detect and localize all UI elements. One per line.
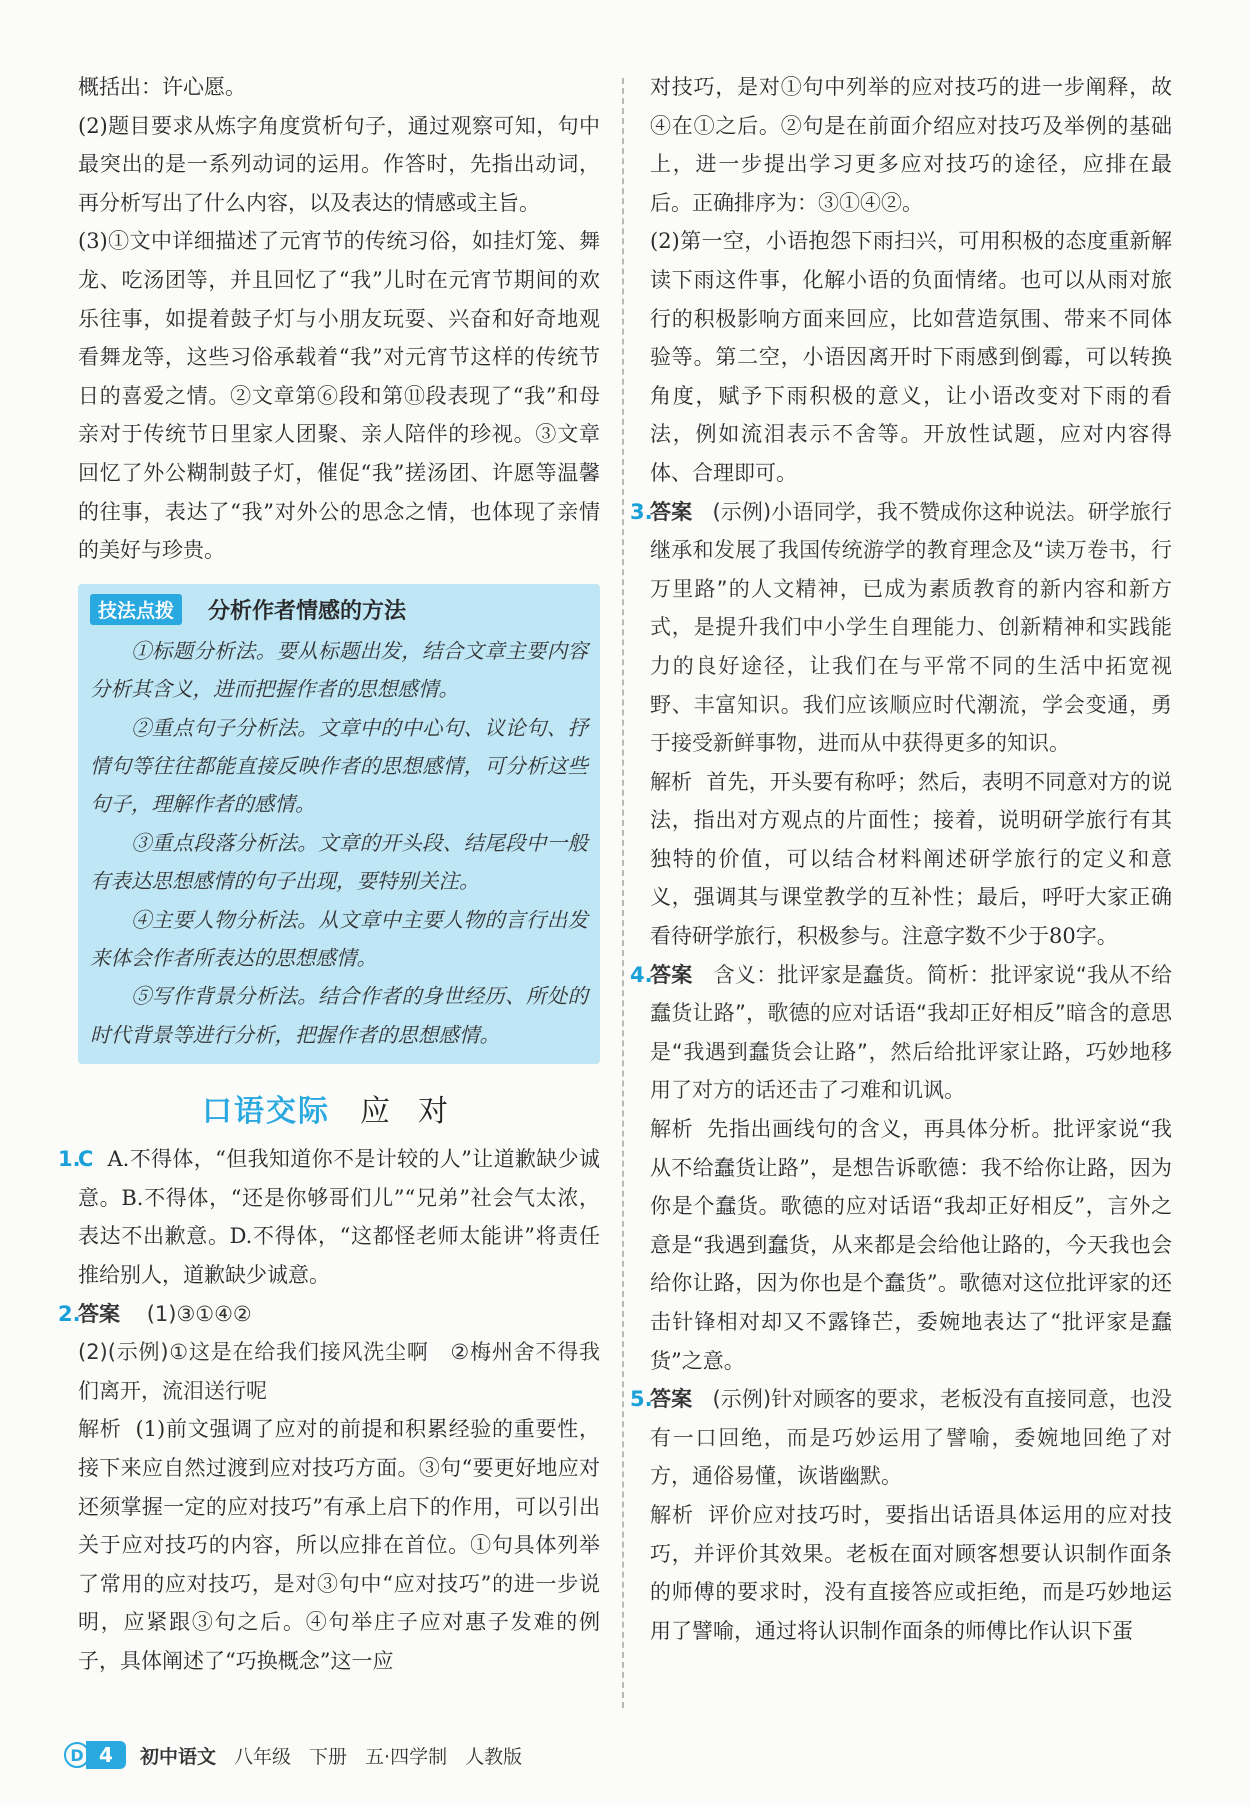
tip-item: ③重点段落分析法。文章的开头段、结尾段中一般有表达思想感情的句子出现，要特别关注。 [90,830,588,894]
question-answer: C [78,1147,94,1172]
answer-text: (示例)针对顾客的要求，老板没有直接同意，也没有一口回绝，而是巧妙运用了譬喻，委婉地回绝了对方，通俗易懂，诙谐幽默。 [650,1387,1173,1489]
analysis-text: 先指出画线句的含义，再具体分析。批评家说“我从不给蠢货让路”，是想告诉歌德：我不给你让路，因为你是个蠢货。歌德的应对话语“我却正好相反”，言外之意是“我遇到蠢货，从来都是会给他让路的，今天我也会给你让路，因为你也是个蠢货”。歌德对这位批评家的还击针锋相对却又不露锋芒，委婉地表达了“批评家是蠢货”之意。 [650,1117,1173,1373]
section-title-main: 口语交际 [202,1094,330,1130]
left-paragraph-2: (2)题目要求从炼字角度赏析句子，通过观察可知，句中最突出的是一系列动词的运用。作答时，先指出动词，再分析写出了什么内容，以及表达的情感或主旨。 [78,113,600,215]
page-footer [64,1738,540,1772]
tip-label: 技法点拨 [90,594,182,625]
question-5 [630,1380,1173,1650]
answer-tag: 答案 [650,499,693,524]
analysis-text: (1)前文强调了应对的前提和积累经验的重要性，接下来应自然过渡到应对技巧方面。③句“要更好地应对还须掌握一定的应对技巧”有承上启下的作用，可以引出关于应对技巧的内容，所以应排在首位。①句具体列举了常用的应对技巧，是对③句中“应对技巧”的进一步说明，应紧跟③句之后。④句举庄子应对惠子发难的例子，具体阐述了“巧换概念”这一应 [78,1417,601,1673]
tip-item: ②重点句子分析法。文章中的中心句、议论句、抒情句等往往都能直接反映作者的思想感情，可分析这些句子，理解作者的感情。 [90,715,588,817]
answer-tag: 答案 [650,1387,693,1412]
tip-title: 分析作者情感的方法 [208,599,407,625]
question-1 [58,1140,601,1294]
analysis-text: 评价应对技巧时，要指出话语具体运用的应对技巧，并评价其效果。老板在面对顾客想要认识制作面条的师傅的要求时，没有直接答应或拒绝，而是巧妙地运用了譬喻，通过将认识制作面条的师傅比作认识下蛋 [650,1502,1173,1643]
left-column [58,68,601,1681]
question-3 [630,493,1173,956]
answer-text: (示例)小语同学，我不赞成你这种说法。研学旅行继承和发展了我国传统游学的教育理念及“读万卷书，行万里路”的人文精神，已成为素质教育的新内容和新方式，是提升我们中小学生自理能力、创新精神和实践能力的良好途径，让我们在与平常不同的生活中拓宽视野、丰富知识。我们应该顺应时代潮流，学会变通，勇于接受新鲜事物，进而从中获得更多的知识。 [650,499,1173,756]
footer-grade: 八年级 [234,1745,292,1768]
answer-part-2: (2)(示例)①这是在给我们接风洗尘啊 ②梅州舍不得我们离开，流泪送行呢 [78,1340,600,1403]
footer-badge: D [64,1742,90,1768]
answer-text: 含义：批评家是蠢货。简析：批评家说“我从不给蠢货让路”，歌德的应对话语“我却正好相反”暗含的意思是“我遇到蠢货会让路”，然后给批评家让路，巧妙地移用了对方的话还击了刁难和讥讽。 [650,962,1172,1103]
footer-system: 五·四学制 [365,1745,448,1768]
analysis-tag: 解析 [78,1417,122,1442]
footer-volume: 下册 [309,1745,348,1768]
answer-part-1: (1)③①④② [146,1301,252,1326]
section-title [78,1086,600,1130]
answer-tag: 答案 [650,962,693,987]
right-paragraph-1: 对技巧，是对①句中列举的应对技巧的进一步阐释，故④在①之后。②句是在前面介绍应对技巧及举例的基础上，进一步提出学习更多应对技巧的途径，应排在最后。正确排序为：③①④②。 [650,75,1172,215]
footer-edition: 人教版 [465,1745,523,1768]
left-paragraph-1: 概括出：许心愿。 [78,75,246,99]
question-number: 1. [58,1147,81,1172]
tip-item: ⑤写作背景分析法。结合作者的身世经历、所处的时代背景等进行分析，把握作者的思想感情。 [90,984,588,1047]
analysis-text: 首先，开头要有称呼；然后，表明不同意对方的说法，指出对方观点的片面性；接着，说明研学旅行有其独特的价值，可以结合材料阐述研学旅行的定义和意义，强调其与课堂教学的互补性；最后，呼吁大家正确看待研学旅行，积极参与。注意字数不少于80字。 [650,769,1173,949]
page-number: 4 [86,1741,126,1769]
tip-item: ①标题分析法。要从标题出发，结合文章主要内容分析其含义，进而把握作者的思想感情。 [90,638,588,702]
section-title-sub: 应对 [360,1094,476,1130]
question-4 [630,956,1173,1381]
analysis-tag: 解析 [650,769,693,794]
tip-header [90,590,588,630]
right-column [630,68,1173,1650]
right-paragraph-2: (2)第一空，小语抱怨下雨扫兴，可用积极的态度重新解读下雨这件事，化解小语的负面情绪。也可以从雨对旅行的积极影响方面来回应，比如营造氛围、带来不同体验等。第二空，小语因离开时下雨感到倒霉，可以转换角度，赋予下雨积极的意义，让小语改变对下雨的看法，例如流泪表示不舍等。开放性试题，应对内容得体、合理即可。 [650,229,1172,485]
question-number: 4. [630,962,653,987]
question-number: 3. [630,499,653,524]
tip-item: ④主要人物分析法。从文章中主要人物的言行出发来体会作者所表达的思想感情。 [90,907,588,970]
column-divider [622,78,624,1708]
question-2 [58,1295,601,1681]
left-paragraph-3: (3)①文中详细描述了元宵节的传统习俗，如挂灯笼、舞龙、吃汤团等，并且回忆了“我”儿时在元宵节期间的欢乐往事，如提着鼓子灯与小朋友玩耍、兴奋和好奇地观看舞龙等，这些习俗承载着“我”对元宵节这样的传统节日的喜爱之情。②文章第⑥段和第⑪段表现了“我”和母亲对于传统节日里家人团聚、亲人陪伴的珍视。③文章回忆了外公糊制鼓子灯，催促“我”搓汤团、许愿等温馨的往事，表达了“我”对外公的思念之情，也体现了亲情的美好与珍贵。 [78,229,600,563]
answer-tag: 答案 [78,1301,120,1326]
analysis-tag: 解析 [650,1502,695,1527]
technique-tip-box [78,584,600,1064]
question-explanation: A.不得体，“但我知道你不是计较的人”让道歉缺少诚意。B.不得体，“还是你够哥们儿”“兄弟”社会气太浓，表达不出歉意。D.不得体，“这都怪老师太能讲”将责任推给别人，道歉缺少诚意。 [78,1147,601,1287]
analysis-tag: 解析 [650,1117,694,1142]
question-number: 2. [58,1301,81,1326]
footer-subject: 初中语文 [140,1745,217,1768]
question-number: 5. [630,1387,653,1412]
